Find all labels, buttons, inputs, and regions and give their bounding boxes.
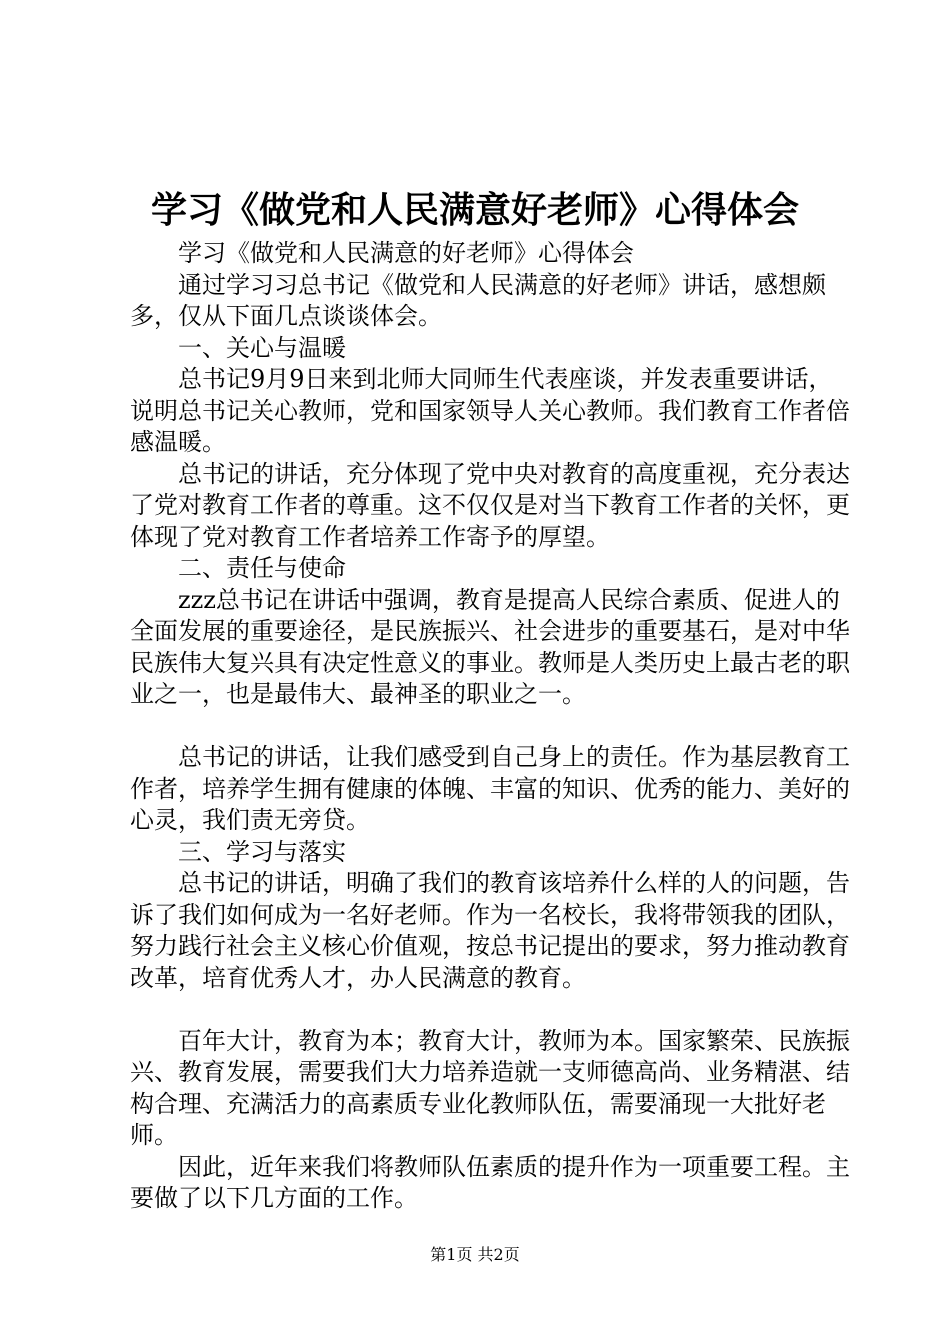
- paragraph: 百年大计，教育为本；教育大计，教师为本。国家繁荣、民族振兴、教育发展，需要我们大力培养造就一支师德高尚、业务精湛、结构合理、充满活力的高素质专业化教师队伍，需要涌现一大批好老师。: [130, 1026, 850, 1149]
- document-body: [130, 238, 855, 1215]
- section-heading-2: 二、责任与使命: [178, 554, 346, 582]
- page-title: 学习《做党和人民满意好老师》心得体会: [150, 189, 799, 231]
- paragraph: 总书记的讲话，让我们感受到自己身上的责任。作为基层教育工作者，培养学生拥有健康的体魄、丰富的知识、优秀的能力、美好的心灵，我们责无旁贷。: [130, 743, 850, 834]
- intro-paragraph: 通过学习习总书记《做党和人民满意的好老师》讲话，感想颇多，仅从下面几点谈谈体会。: [130, 270, 826, 330]
- blank-line: [130, 711, 855, 743]
- section-heading-3: 三、学习与落实: [178, 837, 346, 866]
- paragraph: 总书记9月9日来到北师大同师生代表座谈，并发表重要讲话，说明总书记关心教师，党和国家领导人关心教师。我们教育工作者倍感温暖。: [130, 365, 850, 456]
- paragraph: 总书记的讲话，明确了我们的教育该培养什么样的人的问题，告诉了我们如何成为一名好老师。作为一名校长，我将带领我的团队，努力践行社会主义核心价值观，按总书记提出的要求，努力推动教育改革，培育优秀人才，办人民满意的教育。: [130, 869, 850, 992]
- subtitle-paragraph: 学习《做党和人民满意的好老师》心得体会: [178, 239, 634, 267]
- paragraph: 总书记的讲话，充分体现了党中央对教育的高度重视，充分表达了党对教育工作者的尊重。这不仅仅是对当下教育工作者的关怀，更体现了党对教育工作者培养工作寄予的厚望。: [130, 459, 850, 551]
- paragraph: 因此，近年来我们将教师队伍素质的提升作为一项重要工程。主要做了以下几方面的工作。: [130, 1152, 850, 1212]
- paragraph: zzz总书记在讲话中强调，教育是提高人民综合素质、促进人的全面发展的重要途径，是民族振兴、社会进步的重要基石，是对中华民族伟大复兴具有决定性意义的事业。教师是人类历史上最古老的职业之一，也是最伟大、最神圣的职业之一。: [130, 585, 850, 708]
- section-heading-1: 一、关心与温暖: [178, 333, 346, 362]
- blank-line: [130, 994, 855, 1026]
- page-footer: 第1页 共2页: [430, 1245, 520, 1264]
